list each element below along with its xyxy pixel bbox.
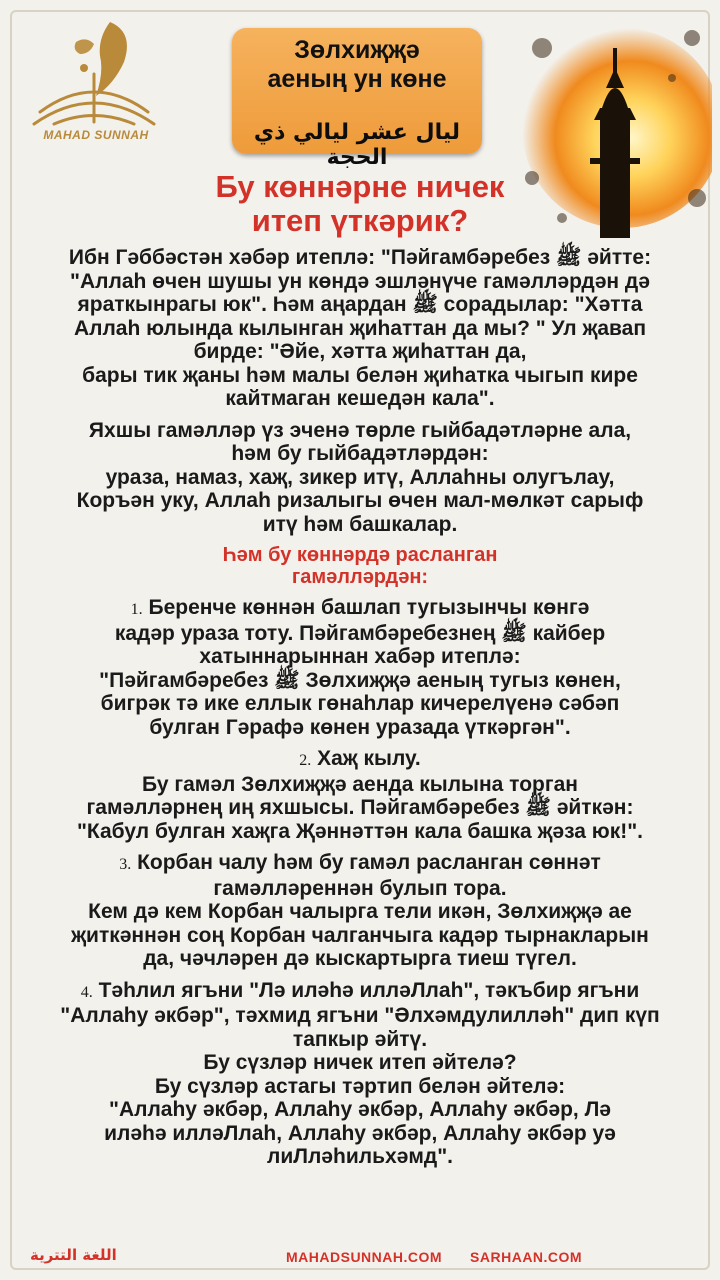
main-heading-line2: итеп үткәрик? [251, 203, 469, 238]
text-line: Бу сүзләр ничек итеп әйтелә? [203, 1051, 517, 1074]
intro-paragraph-2 [26, 419, 694, 537]
list-item-4 [26, 979, 694, 1169]
banner-title-line2: аеның ун көне [267, 65, 447, 93]
text-line: Яхшы гамәлләр үз эченә төрле гыйбадәтләрне ала, [88, 418, 632, 442]
text-line: итү һәм башкалар. [262, 512, 458, 536]
text-line: Коръән уку, Аллаһ ризалыгы өчен мал-мөлкәт сарыф [76, 489, 644, 512]
subheading-line2: гамәлләрдән: [291, 566, 429, 588]
text-line: Тәһлил ягъни "Лә иләһә илләЛлаһ", тәкъбир ягъни [98, 978, 640, 1002]
text-line: бигрәк тә ике еллык гөнаһлар кичерелүенә сәбәп [100, 692, 620, 715]
text-line: бирде: "Әйе, хәтта җиһаттан да, [193, 340, 527, 363]
list-item-number: 4. [80, 983, 93, 1001]
intro-paragraph-1 [26, 246, 694, 411]
footer-links [286, 1249, 582, 1265]
text-line: Бу гамәл Зөлхиҗҗә аенда кылына торган [142, 772, 578, 796]
banner-arabic-title: ليال عشر ليالي ذي الحجة [253, 120, 461, 170]
text-line: Беренче көннән башлап тугызынчы көнгә [148, 596, 590, 619]
title-banner [232, 28, 482, 170]
text-line: Ибн Гәббәстән хәбәр итеплә: "Пәйгамбәребез ﷺ әйтте: [68, 246, 652, 269]
banner-title-line1: Зөлхиҗҗә [294, 36, 420, 64]
text-line: Аллаһ юлында кылынган җиһаттан да мы? " Ул җавап [73, 316, 647, 340]
main-heading [150, 170, 570, 238]
list-item-number: 2. [299, 752, 312, 769]
text-line: җиткәннән соң Корбан чалганчыга кадәр тырнакларын [71, 923, 649, 947]
subheading [26, 544, 694, 588]
text-line: Бу сүзләр астагы тәртип белән әйтелә: [154, 1074, 566, 1098]
banner-title [232, 36, 482, 94]
text-line: тапкыр әйтү. [292, 1027, 428, 1051]
text-line: кайтмаган кешедән кала". [225, 387, 495, 410]
text-line: "Аллаһ өчен шушы ун көндә эшләнүче гамәлләрдән дә [70, 269, 650, 293]
text-line: иләһә илләЛлаһ, Аллаһу әкбәр, Аллаһу әкбәр уә [104, 1121, 616, 1145]
text-line: булган Гәрафә көнен уразада үткәргән". [149, 715, 571, 739]
text-line: Корбан чалу һәм бу гамәл расланган сөннәт [137, 851, 601, 874]
list-item-number: 1. [130, 601, 143, 618]
text-line: "Аллаһу әкбәр, Аллаһу әкбәр, Аллаһу әкбәр, Лә [109, 1098, 611, 1121]
text-line: "Кабул булган хаҗга Җәннәттән кала башка җәза юк!". [76, 819, 644, 843]
footer-language-label: اللغة التترية [30, 1246, 117, 1264]
text-line: Хаҗ кылу. [317, 747, 421, 770]
subheading-line1: Һәм бу көннәрдә расланган [222, 544, 498, 566]
footer-link-sarhaan[interactable]: SARHAAN.COM [470, 1249, 583, 1265]
text-line: бары тик җаны һәм малы белән җиһатка чыгып кире [82, 363, 638, 387]
text-line: "Пәйгамбәребез ﷺ Зөлхиҗҗә аеның тугыз көнен, [99, 668, 621, 692]
logo-text: MAHAD SUNNAH [43, 128, 149, 142]
text-line: хатыннарыннан хабәр итеплә: [199, 645, 521, 668]
list-item-number: 3. [119, 856, 132, 873]
text-line: ураза, намаз, хаҗ, зикер итү, Аллаһны олугълау, [105, 465, 615, 489]
text-line: "Аллаһу әкбәр", тәхмид ягъни "Әлхәмдулилләһ" дип күп [60, 1004, 660, 1027]
text-line: лиЛләһильхәмд". [266, 1145, 453, 1168]
text-line: гамәлләрнең иң яхшысы. Пәйгамбәребез ﷺ әйткән: [86, 796, 634, 819]
footer-link-mahadsunnah[interactable]: MAHADSUNNAH.COM [286, 1249, 443, 1265]
list-item-3 [26, 851, 694, 971]
list-item-2 [26, 747, 694, 843]
text-line: гамәлләреннән булып тора. [213, 876, 507, 900]
article-body [26, 246, 694, 1177]
text-line: да, чәчләрен дә кыскартырга тиеш түгел. [143, 947, 577, 970]
text-line: кадәр ураза тоту. Пәйгамбәребезнең ﷺ кайбер [114, 621, 606, 645]
list-item-1 [26, 596, 694, 739]
text-line: яраткынрагы юк". Һәм аңардан ﷺ сорадылар: "Хәтта [77, 293, 643, 316]
main-heading-line1: Бу көннәрне ничек [215, 169, 505, 204]
text-line: Кем дә кем Корбан чалырга тели икән, Зөлхиҗҗә ае [88, 900, 632, 923]
text-line: һәм бу гыйбадәтләрдән: [231, 442, 489, 465]
